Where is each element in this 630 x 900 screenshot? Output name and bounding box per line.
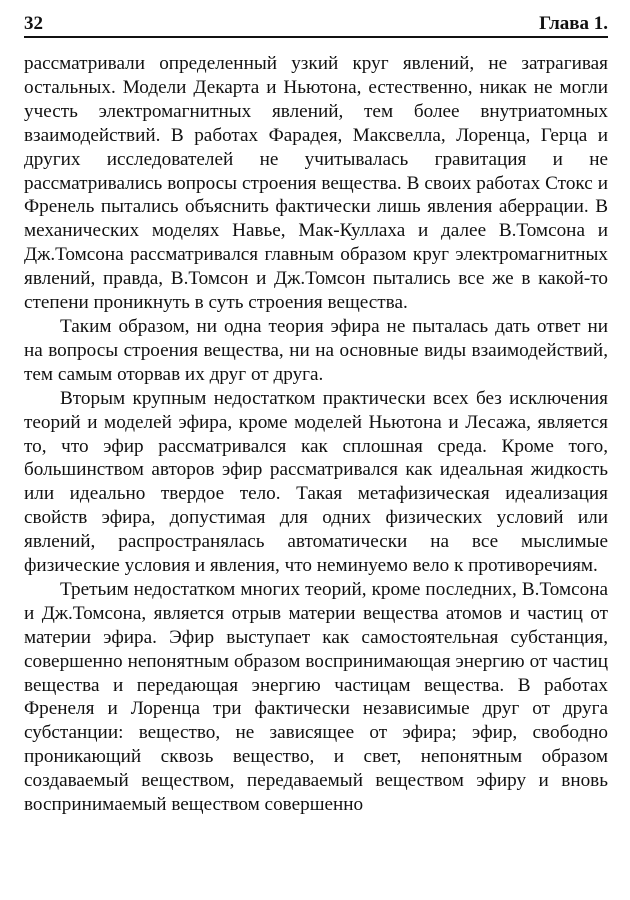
paragraph: Таким образом, ни одна теория эфира не пыталась дать ответ ни на вопросы строения вещества, ни на основные виды взаимодействий, тем самым оторвав их друг от друга. [24,315,608,385]
book-page [24,12,608,817]
chapter-title: Глава 1. [539,13,608,34]
paragraph: Третьим недостатком многих теорий, кроме последних, В.Томсона и Дж.Томсона, является отрыв материи вещества атомов и частиц от материи эфира. Эфир выступает как самостоятельная субстанция, совершенно непонятным образом воспринимающая энергию от частиц вещества и передающая энергию частицам вещества. В работах Френеля и Лоренца три фактически независимые друг от друга субстанции: вещество, не зависящее от эфира; эфир, свободно проникающий сквозь вещество, и свет, непонятным образом создаваемый веществом, передаваемый веществом эфиру и вновь воспринимаемый веществом совершенно [24,578,608,816]
paragraph: Вторым крупным недостатком практически всех без исключения теорий и моделей эфира, кроме моделей Ньютона и Лесажа, является то, что эфир рассматривался как сплошная среда. Кроме того, большинством авторов эфир рассматривался как идеальная жидкость или идеально твердое тело. Такая метафизическая идеализация свойств эфира, допустимая для одних физических условий или явлений, распространялась автоматически на все мыслимые физические условия и явления, что неминуемо вело к противоречиям. [24,387,608,577]
running-header [24,12,608,38]
body-text [24,52,608,817]
paragraph-continuation: рассматривали определенный узкий круг явлений, не затрагивая остальных. Модели Декарта и Ньютона, естественно, никак не могли учесть электромагнитных явлений, тем более внутриатомных взаимодействий. В работах Фарадея, Максвелла, Лоренца, Герца и других исследователей не учитывалась гравитация и не рассматривались вопросы строения вещества. В своих работах Стокс и Френель пытались объяснить фактически лишь явления аберрации. В механических моделях Навье, Мак-Куллаха и далее В.Томсона и Дж.Томсона рассматривался главным образом круг электромагнитных явлений, правда, В.Томсон и Дж.Томсон пытались все же в какой-то степени проникнуть в суть строения вещества. [24,53,608,314]
page-number: 32 [24,13,43,34]
